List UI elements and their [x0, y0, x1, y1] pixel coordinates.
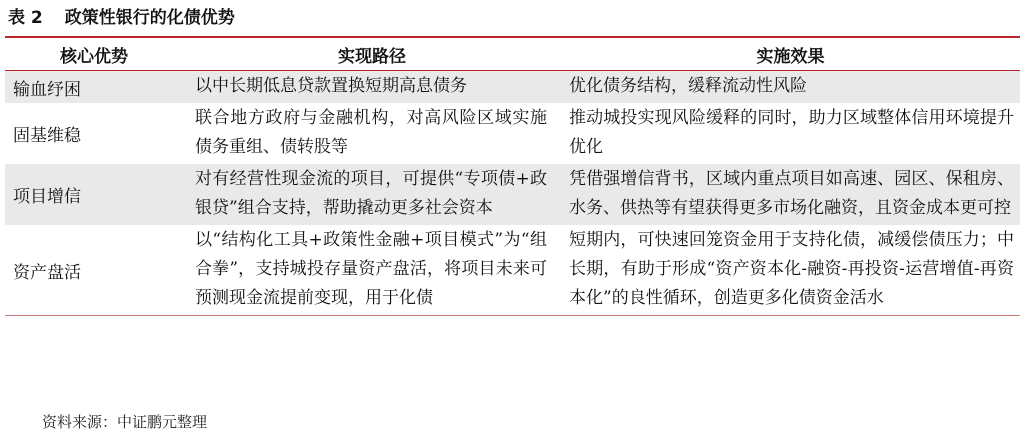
- cell-effect: 优化债务结构，缓释流动性风险: [569, 76, 807, 96]
- table-caption: [8, 5, 235, 31]
- source-note: 资料来源：中证鹏元整理: [42, 413, 208, 431]
- cell-effect: 短期内，可快速回笼资金用于支持化债，减缓偿债压力；中长期，有助于形成“资产资本化-融资-再投资-运营增值-再资本化”的良性循环，创造更多化债资金活水: [569, 230, 1014, 308]
- cell-path: 以“结构化工具+政策性金融+项目模式”为“组合拳”，支持城投存量资产盘活，将项目未来可预测现金流提前变现，用于化债: [195, 230, 547, 308]
- advantages-table: [5, 36, 1020, 316]
- table-bottom-rule: [5, 315, 1020, 316]
- cell-advantage: 资产盘活: [13, 262, 81, 283]
- cell-effect: 推动城投实现风险缓释的同时，助力区域整体信用环境提升优化: [569, 108, 1014, 157]
- cell-path: 以中长期低息贷款置换短期高息债务: [195, 76, 467, 96]
- table-number: 表 2: [8, 8, 43, 28]
- cell-path: 对有经营性现金流的项目，可提供“专项债+政银贷”组合支持，帮助撬动更多社会资本: [195, 169, 547, 218]
- table-row: [5, 225, 1020, 315]
- table-header-row: [5, 38, 1020, 70]
- cell-advantage: 输血纾困: [13, 79, 81, 100]
- table-row: [5, 103, 1020, 164]
- cell-path: 联合地方政府与金融机构，对高风险区域实施债务重组、债转股等: [195, 108, 547, 157]
- cell-advantage: 项目增信: [13, 187, 81, 207]
- cell-effect: 凭借强增信背书，区域内重点项目如高速、园区、保租房、水务、供热等有望获得更多市场化融资，且资金成本更可控: [569, 169, 1014, 218]
- header-path: 实现路径: [338, 46, 406, 67]
- cell-advantage: 固基维稳: [13, 126, 81, 146]
- header-effect: 实施效果: [756, 46, 825, 67]
- header-advantage: 核心优势: [60, 46, 128, 67]
- table-title: 政策性银行的化债优势: [64, 8, 235, 28]
- table-row: [5, 71, 1020, 103]
- table-row: [5, 164, 1020, 225]
